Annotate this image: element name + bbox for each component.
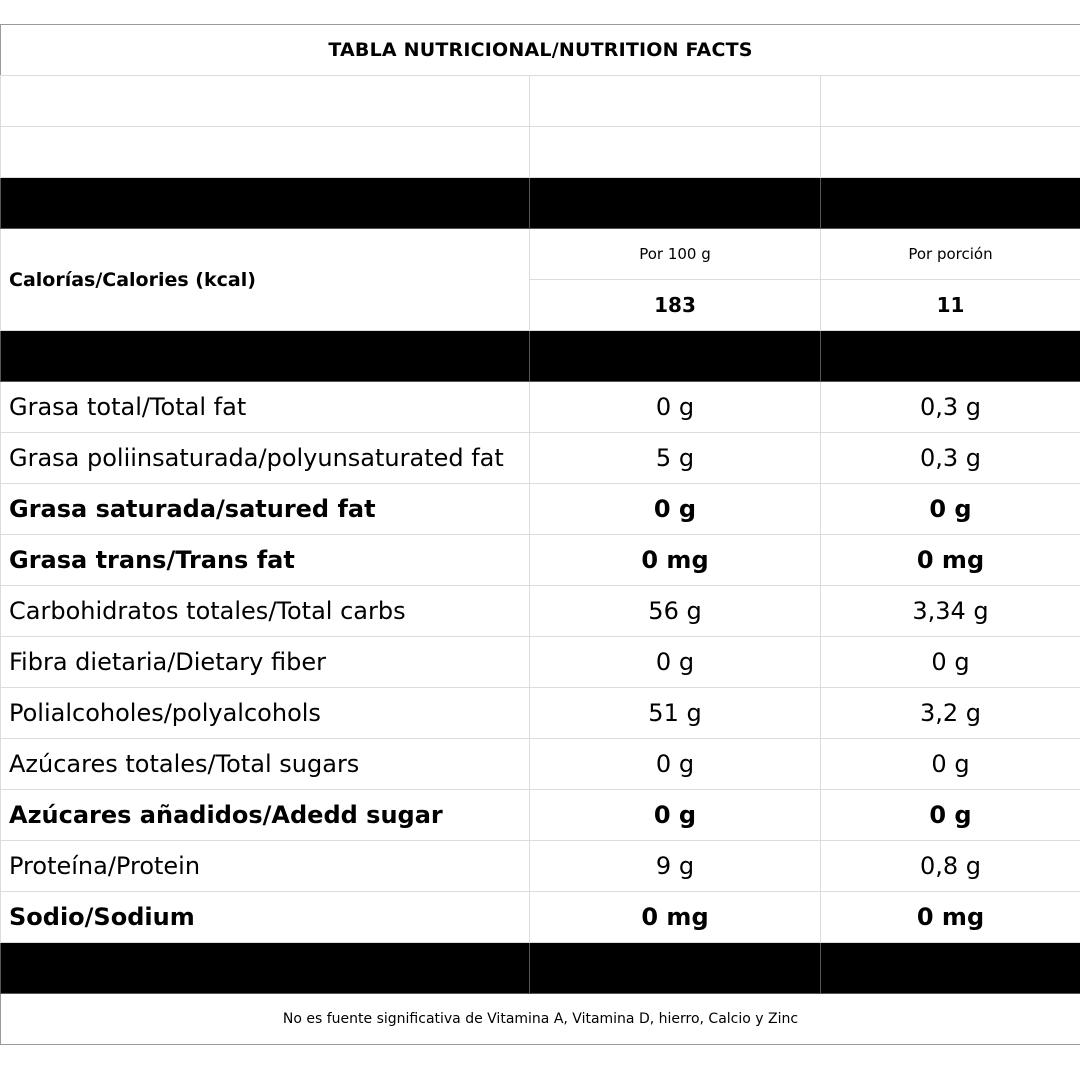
nutrient-row [1,790,1080,841]
calories-header-row [1,229,1080,280]
nutrient-row [1,688,1080,739]
nutrient-row [1,433,1080,484]
nutrient-row [1,484,1080,535]
nutrient-row [1,739,1080,790]
nutrient-per-100g: 0 mg [530,535,821,586]
nutrient-per-100g: 0 g [530,739,821,790]
nutrient-per-serving: 0 g [821,484,1080,535]
black-cell [530,331,821,382]
black-cell [1,943,530,994]
black-cell [530,178,821,229]
nutrient-label: Azúcares añadidos/Adedd sugar [1,790,530,841]
black-divider-row [1,331,1080,382]
nutrient-label: Fibra dietaria/Dietary fiber [1,637,530,688]
nutrient-per-100g: 51 g [530,688,821,739]
empty-row [1,127,1080,178]
nutrient-label: Azúcares totales/Total sugars [1,739,530,790]
nutrient-per-serving: 0 mg [821,892,1080,943]
nutrient-per-100g: 0 g [530,382,821,433]
nutrient-label: Sodio/Sodium [1,892,530,943]
nutrient-row [1,637,1080,688]
black-cell [821,943,1080,994]
per-serving-header: Por porción [821,229,1080,280]
black-cell [1,178,530,229]
empty-cell [821,127,1080,178]
nutrient-row [1,892,1080,943]
nutrition-table [0,24,1080,1045]
nutrient-row [1,535,1080,586]
footer-row [1,994,1080,1045]
calories-per-100g: 183 [530,280,821,331]
empty-cell [530,127,821,178]
black-divider-row [1,943,1080,994]
black-cell [1,331,530,382]
nutrient-per-100g: 0 g [530,637,821,688]
title-row [1,25,1080,76]
nutrient-label: Grasa total/Total fat [1,382,530,433]
nutrient-label: Carbohidratos totales/Total carbs [1,586,530,637]
empty-cell [1,76,530,127]
nutrient-label: Grasa poliinsaturada/polyunsaturated fat [1,433,530,484]
nutrient-row [1,841,1080,892]
nutrient-label: Grasa saturada/satured fat [1,484,530,535]
nutrient-per-100g: 9 g [530,841,821,892]
nutrient-per-serving: 0 g [821,637,1080,688]
empty-cell [1,127,530,178]
nutrient-per-serving: 0 mg [821,535,1080,586]
per-100g-header: Por 100 g [530,229,821,280]
footer-note: No es fuente significativa de Vitamina A, Vitamina D, hierro, Calcio y Zinc [1,994,1080,1045]
empty-cell [821,76,1080,127]
nutrient-row [1,382,1080,433]
nutrient-per-serving: 0,3 g [821,433,1080,484]
nutrient-label: Proteína/Protein [1,841,530,892]
nutrient-per-100g: 0 mg [530,892,821,943]
nutrient-per-100g: 5 g [530,433,821,484]
table-title: TABLA NUTRICIONAL/NUTRITION FACTS [1,25,1080,76]
black-cell [821,178,1080,229]
nutrient-per-100g: 0 g [530,484,821,535]
nutrient-per-serving: 0,3 g [821,382,1080,433]
nutrient-per-serving: 0,8 g [821,841,1080,892]
nutrient-per-100g: 56 g [530,586,821,637]
nutrient-label: Grasa trans/Trans fat [1,535,530,586]
black-divider-row [1,178,1080,229]
black-cell [821,331,1080,382]
black-cell [530,943,821,994]
empty-row [1,76,1080,127]
calories-per-serving: 11 [821,280,1080,331]
empty-cell [530,76,821,127]
nutrient-label: Polialcoholes/polyalcohols [1,688,530,739]
calories-label: Calorías/Calories (kcal) [1,229,530,331]
nutrient-per-serving: 3,2 g [821,688,1080,739]
nutrient-per-serving: 0 g [821,739,1080,790]
nutrient-per-serving: 0 g [821,790,1080,841]
nutrient-row [1,586,1080,637]
nutrient-per-serving: 3,34 g [821,586,1080,637]
nutrient-per-100g: 0 g [530,790,821,841]
